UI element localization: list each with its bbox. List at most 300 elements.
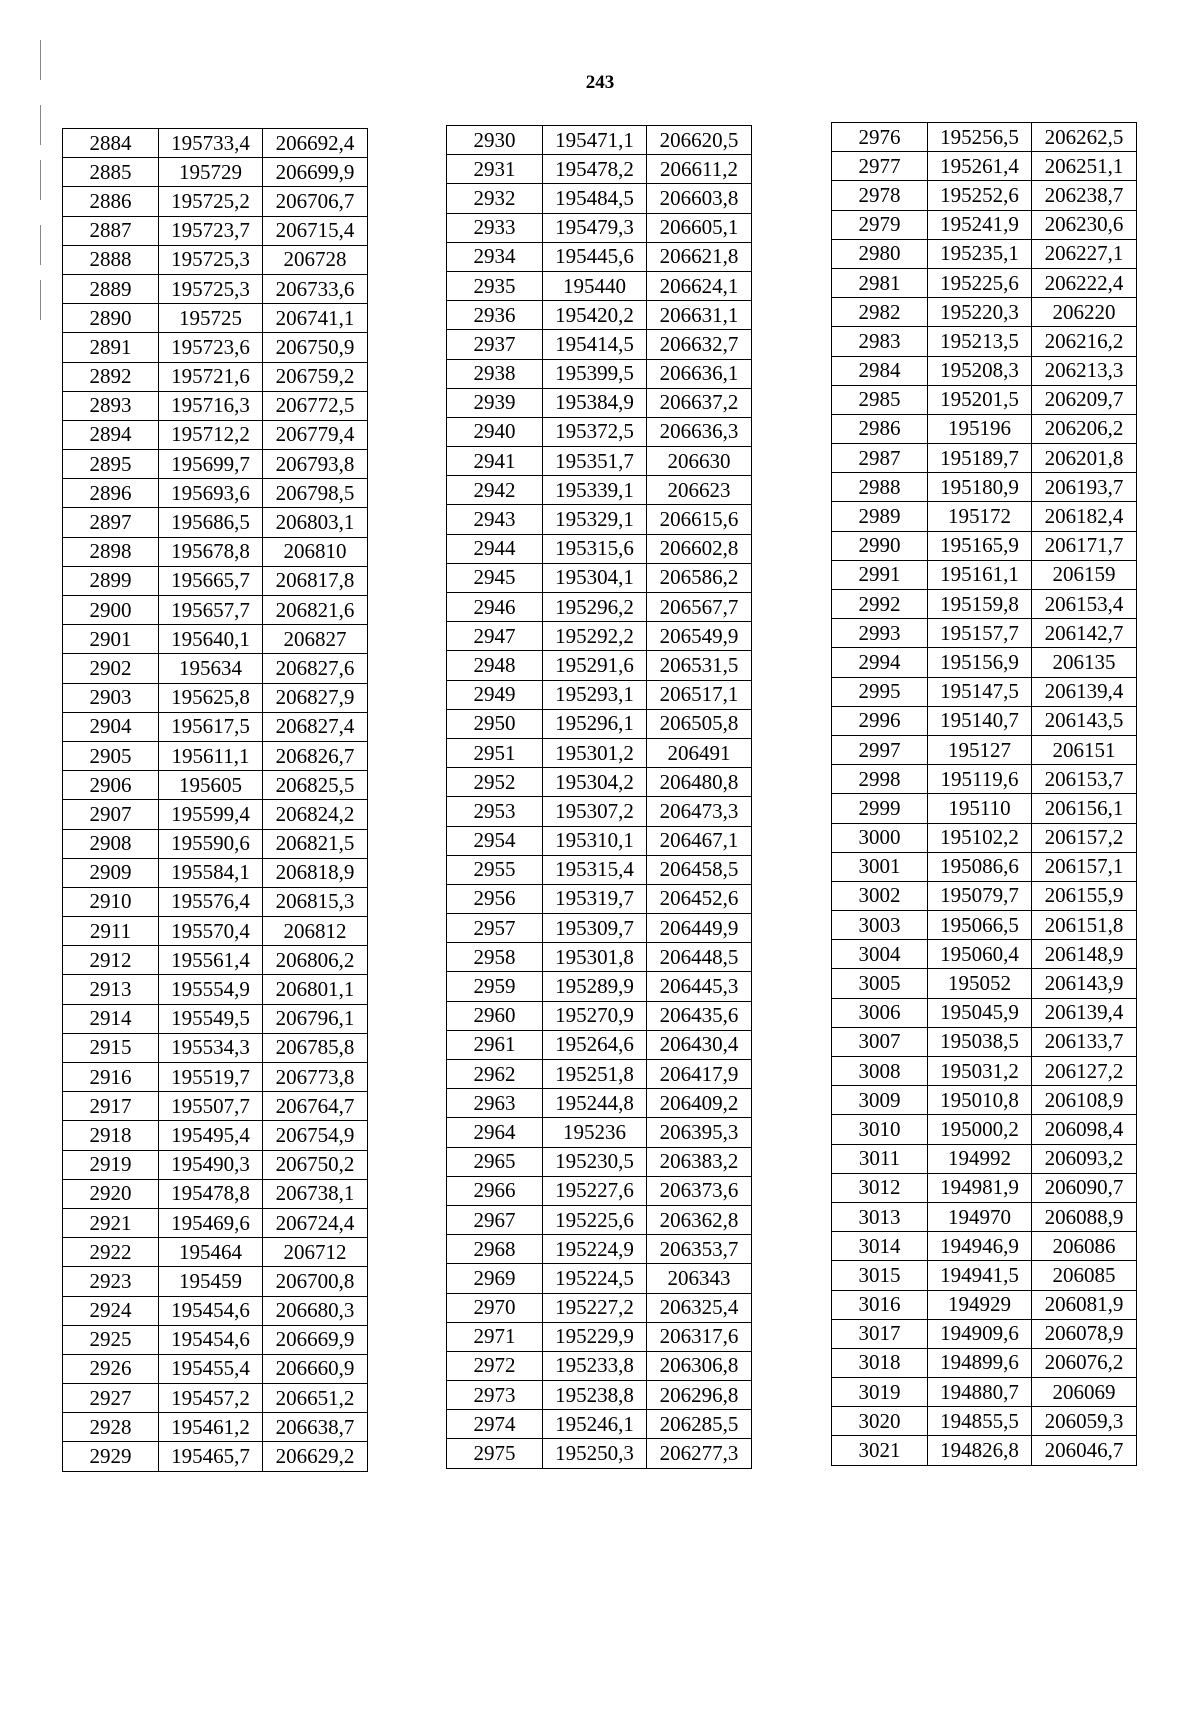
x-coordinate-cell: 195570,4 xyxy=(159,917,263,946)
point-number-cell: 2904 xyxy=(63,712,159,741)
table-row xyxy=(447,359,752,388)
table-row xyxy=(63,508,368,537)
x-coordinate-cell: 195224,5 xyxy=(543,1264,647,1293)
table-row xyxy=(447,1381,752,1410)
y-coordinate-cell: 206812 xyxy=(263,917,368,946)
table-row xyxy=(63,245,368,274)
table-row xyxy=(63,129,368,158)
point-number-cell: 2887 xyxy=(63,216,159,245)
table-row xyxy=(447,271,752,300)
x-coordinate-cell: 195478,8 xyxy=(159,1179,263,1208)
point-number-cell: 2952 xyxy=(447,768,543,797)
scan-edge-mark xyxy=(40,160,41,200)
x-coordinate-cell: 195420,2 xyxy=(543,301,647,330)
table-row xyxy=(63,1004,368,1033)
x-coordinate-cell: 195351,7 xyxy=(543,447,647,476)
y-coordinate-cell: 206151,8 xyxy=(1032,911,1137,940)
x-coordinate-cell: 195156,9 xyxy=(928,648,1032,677)
x-coordinate-cell: 194880,7 xyxy=(928,1378,1032,1407)
point-number-cell: 2940 xyxy=(447,417,543,446)
y-coordinate-cell: 206531,5 xyxy=(647,651,752,680)
x-coordinate-cell: 195454,6 xyxy=(159,1325,263,1354)
x-coordinate-cell: 195329,1 xyxy=(543,505,647,534)
table-row xyxy=(63,771,368,800)
point-number-cell: 2974 xyxy=(447,1410,543,1439)
point-number-cell: 2985 xyxy=(832,385,928,414)
x-coordinate-cell: 195172 xyxy=(928,502,1032,531)
table-row xyxy=(832,1378,1137,1407)
point-number-cell: 2992 xyxy=(832,590,928,619)
table-row xyxy=(832,881,1137,910)
y-coordinate-cell: 206353,7 xyxy=(647,1235,752,1264)
table-row xyxy=(447,826,752,855)
point-number-cell: 2924 xyxy=(63,1296,159,1325)
x-coordinate-cell: 195140,7 xyxy=(928,706,1032,735)
coordinate-table-3 xyxy=(831,122,1137,1466)
x-coordinate-cell: 195723,6 xyxy=(159,333,263,362)
table-row xyxy=(447,797,752,826)
table-row xyxy=(63,946,368,975)
table-row xyxy=(832,794,1137,823)
table-row xyxy=(63,1354,368,1383)
point-number-cell: 2997 xyxy=(832,735,928,764)
y-coordinate-cell: 206810 xyxy=(263,537,368,566)
y-coordinate-cell: 206159 xyxy=(1032,560,1137,589)
x-coordinate-cell: 195307,2 xyxy=(543,797,647,826)
table-row xyxy=(447,1060,752,1089)
point-number-cell: 2967 xyxy=(447,1205,543,1234)
y-coordinate-cell: 206798,5 xyxy=(263,479,368,508)
y-coordinate-cell: 206603,8 xyxy=(647,184,752,213)
x-coordinate-cell: 195414,5 xyxy=(543,330,647,359)
x-coordinate-cell: 195127 xyxy=(928,735,1032,764)
y-coordinate-cell: 206213,3 xyxy=(1032,356,1137,385)
x-coordinate-cell: 195225,6 xyxy=(928,268,1032,297)
y-coordinate-cell: 206182,4 xyxy=(1032,502,1137,531)
y-coordinate-cell: 206741,1 xyxy=(263,304,368,333)
table-row xyxy=(832,385,1137,414)
x-coordinate-cell: 195251,8 xyxy=(543,1060,647,1089)
point-number-cell: 3010 xyxy=(832,1115,928,1144)
y-coordinate-cell: 206251,1 xyxy=(1032,152,1137,181)
table-row xyxy=(447,972,752,1001)
table-row xyxy=(447,388,752,417)
y-coordinate-cell: 206680,3 xyxy=(263,1296,368,1325)
y-coordinate-cell: 206660,9 xyxy=(263,1354,368,1383)
y-coordinate-cell: 206133,7 xyxy=(1032,1027,1137,1056)
y-coordinate-cell: 206139,4 xyxy=(1032,677,1137,706)
x-coordinate-cell: 195264,6 xyxy=(543,1030,647,1059)
table-row xyxy=(63,887,368,916)
y-coordinate-cell: 206567,7 xyxy=(647,593,752,622)
x-coordinate-cell: 195252,6 xyxy=(928,181,1032,210)
point-number-cell: 3002 xyxy=(832,881,928,910)
x-coordinate-cell: 195159,8 xyxy=(928,590,1032,619)
point-number-cell: 2898 xyxy=(63,537,159,566)
point-number-cell: 2910 xyxy=(63,887,159,916)
table-row xyxy=(832,706,1137,735)
table-row xyxy=(63,333,368,362)
y-coordinate-cell: 206605,1 xyxy=(647,213,752,242)
y-coordinate-cell: 206069 xyxy=(1032,1378,1137,1407)
table-row xyxy=(832,1348,1137,1377)
point-number-cell: 3021 xyxy=(832,1436,928,1465)
table-row xyxy=(447,126,752,155)
x-coordinate-cell: 195590,6 xyxy=(159,829,263,858)
y-coordinate-cell: 206216,2 xyxy=(1032,327,1137,356)
table-row xyxy=(63,1179,368,1208)
point-number-cell: 2919 xyxy=(63,1150,159,1179)
x-coordinate-cell: 195657,7 xyxy=(159,596,263,625)
y-coordinate-cell: 206728 xyxy=(263,245,368,274)
y-coordinate-cell: 206773,8 xyxy=(263,1063,368,1092)
table-row xyxy=(832,560,1137,589)
point-number-cell: 2914 xyxy=(63,1004,159,1033)
table-row xyxy=(447,1001,752,1030)
y-coordinate-cell: 206209,7 xyxy=(1032,385,1137,414)
y-coordinate-cell: 206651,2 xyxy=(263,1384,368,1413)
table-row xyxy=(63,1296,368,1325)
point-number-cell: 2995 xyxy=(832,677,928,706)
y-coordinate-cell: 206623 xyxy=(647,476,752,505)
scan-edge-mark xyxy=(40,280,41,320)
y-coordinate-cell: 206076,2 xyxy=(1032,1348,1137,1377)
table-row xyxy=(832,1436,1137,1465)
point-number-cell: 2918 xyxy=(63,1121,159,1150)
y-coordinate-cell: 206817,8 xyxy=(263,566,368,595)
table-row xyxy=(447,709,752,738)
table-row xyxy=(447,1351,752,1380)
x-coordinate-cell: 195296,1 xyxy=(543,709,647,738)
y-coordinate-cell: 206325,4 xyxy=(647,1293,752,1322)
point-number-cell: 2917 xyxy=(63,1092,159,1121)
x-coordinate-cell: 195665,7 xyxy=(159,566,263,595)
x-coordinate-cell: 195640,1 xyxy=(159,625,263,654)
y-coordinate-cell: 206638,7 xyxy=(263,1413,368,1442)
table-row xyxy=(832,940,1137,969)
y-coordinate-cell: 206549,9 xyxy=(647,622,752,651)
x-coordinate-cell: 195301,8 xyxy=(543,943,647,972)
y-coordinate-cell: 206093,2 xyxy=(1032,1144,1137,1173)
point-number-cell: 2937 xyxy=(447,330,543,359)
table-row xyxy=(63,158,368,187)
x-coordinate-cell: 195270,9 xyxy=(543,1001,647,1030)
table-row xyxy=(63,566,368,595)
y-coordinate-cell: 206759,2 xyxy=(263,362,368,391)
point-number-cell: 2912 xyxy=(63,946,159,975)
point-number-cell: 2889 xyxy=(63,274,159,303)
x-coordinate-cell: 195319,7 xyxy=(543,884,647,913)
point-number-cell: 2902 xyxy=(63,654,159,683)
y-coordinate-cell: 206201,8 xyxy=(1032,444,1137,473)
table-row xyxy=(63,537,368,566)
point-number-cell: 2913 xyxy=(63,975,159,1004)
x-coordinate-cell: 194970 xyxy=(928,1202,1032,1231)
point-number-cell: 2907 xyxy=(63,800,159,829)
table-row xyxy=(832,852,1137,881)
table-row xyxy=(63,683,368,712)
y-coordinate-cell: 206306,8 xyxy=(647,1351,752,1380)
point-number-cell: 2932 xyxy=(447,184,543,213)
point-number-cell: 3004 xyxy=(832,940,928,969)
table-row xyxy=(447,1147,752,1176)
point-number-cell: 2909 xyxy=(63,858,159,887)
table-row xyxy=(63,1121,368,1150)
coordinate-table-2 xyxy=(446,125,752,1469)
table-row xyxy=(63,1208,368,1237)
y-coordinate-cell: 206206,2 xyxy=(1032,414,1137,443)
point-number-cell: 2981 xyxy=(832,268,928,297)
table-row xyxy=(447,651,752,680)
y-coordinate-cell: 206473,3 xyxy=(647,797,752,826)
table-row xyxy=(832,1319,1137,1348)
table-row xyxy=(63,450,368,479)
y-coordinate-cell: 206827 xyxy=(263,625,368,654)
y-coordinate-cell: 206602,8 xyxy=(647,534,752,563)
y-coordinate-cell: 206171,7 xyxy=(1032,531,1137,560)
x-coordinate-cell: 195189,7 xyxy=(928,444,1032,473)
point-number-cell: 2978 xyxy=(832,181,928,210)
point-number-cell: 3012 xyxy=(832,1173,928,1202)
y-coordinate-cell: 206343 xyxy=(647,1264,752,1293)
table-row xyxy=(832,1202,1137,1231)
table-row xyxy=(447,1410,752,1439)
y-coordinate-cell: 206636,3 xyxy=(647,417,752,446)
point-number-cell: 2946 xyxy=(447,593,543,622)
point-number-cell: 2999 xyxy=(832,794,928,823)
x-coordinate-cell: 195220,3 xyxy=(928,298,1032,327)
table-row xyxy=(832,735,1137,764)
point-number-cell: 2996 xyxy=(832,706,928,735)
x-coordinate-cell: 195549,5 xyxy=(159,1004,263,1033)
x-coordinate-cell: 195038,5 xyxy=(928,1027,1032,1056)
table-row xyxy=(447,330,752,359)
y-coordinate-cell: 206296,8 xyxy=(647,1381,752,1410)
y-coordinate-cell: 206362,8 xyxy=(647,1205,752,1234)
point-number-cell: 2929 xyxy=(63,1442,159,1471)
y-coordinate-cell: 206793,8 xyxy=(263,450,368,479)
table-row xyxy=(447,476,752,505)
x-coordinate-cell: 195625,8 xyxy=(159,683,263,712)
y-coordinate-cell: 206796,1 xyxy=(263,1004,368,1033)
table-row xyxy=(447,1439,752,1468)
y-coordinate-cell: 206142,7 xyxy=(1032,619,1137,648)
x-coordinate-cell: 195256,5 xyxy=(928,123,1032,152)
point-number-cell: 3007 xyxy=(832,1027,928,1056)
y-coordinate-cell: 206815,3 xyxy=(263,887,368,916)
point-number-cell: 2886 xyxy=(63,187,159,216)
table-row xyxy=(832,1027,1137,1056)
y-coordinate-cell: 206467,1 xyxy=(647,826,752,855)
y-coordinate-cell: 206230,6 xyxy=(1032,210,1137,239)
point-number-cell: 2971 xyxy=(447,1322,543,1351)
x-coordinate-cell: 195086,6 xyxy=(928,852,1032,881)
y-coordinate-cell: 206081,9 xyxy=(1032,1290,1137,1319)
x-coordinate-cell: 195236 xyxy=(543,1118,647,1147)
point-number-cell: 2931 xyxy=(447,155,543,184)
point-number-cell: 2955 xyxy=(447,855,543,884)
x-coordinate-cell: 195291,6 xyxy=(543,651,647,680)
table-row xyxy=(63,975,368,1004)
point-number-cell: 2908 xyxy=(63,829,159,858)
x-coordinate-cell: 194929 xyxy=(928,1290,1032,1319)
point-number-cell: 2934 xyxy=(447,242,543,271)
y-coordinate-cell: 206151 xyxy=(1032,735,1137,764)
y-coordinate-cell: 206395,3 xyxy=(647,1118,752,1147)
table-row xyxy=(832,1115,1137,1144)
table-row xyxy=(832,1057,1137,1086)
x-coordinate-cell: 195119,6 xyxy=(928,765,1032,794)
table-row xyxy=(447,505,752,534)
y-coordinate-cell: 206806,2 xyxy=(263,946,368,975)
scan-edge-mark xyxy=(40,40,41,80)
point-number-cell: 2916 xyxy=(63,1063,159,1092)
x-coordinate-cell: 195459 xyxy=(159,1267,263,1296)
table-row xyxy=(832,998,1137,1027)
table-row xyxy=(447,155,752,184)
x-coordinate-cell: 195227,2 xyxy=(543,1293,647,1322)
y-coordinate-cell: 206738,1 xyxy=(263,1179,368,1208)
x-coordinate-cell: 195052 xyxy=(928,969,1032,998)
y-coordinate-cell: 206220 xyxy=(1032,298,1137,327)
table-row xyxy=(447,943,752,972)
point-number-cell: 2986 xyxy=(832,414,928,443)
table-row xyxy=(63,625,368,654)
table-row xyxy=(832,327,1137,356)
table-row xyxy=(447,914,752,943)
point-number-cell: 2972 xyxy=(447,1351,543,1380)
x-coordinate-cell: 195233,8 xyxy=(543,1351,647,1380)
table-row xyxy=(447,184,752,213)
x-coordinate-cell: 195079,7 xyxy=(928,881,1032,910)
x-coordinate-cell: 195315,6 xyxy=(543,534,647,563)
y-coordinate-cell: 206505,8 xyxy=(647,709,752,738)
x-coordinate-cell: 194981,9 xyxy=(928,1173,1032,1202)
y-coordinate-cell: 206090,7 xyxy=(1032,1173,1137,1202)
y-coordinate-cell: 206818,9 xyxy=(263,858,368,887)
point-number-cell: 3016 xyxy=(832,1290,928,1319)
y-coordinate-cell: 206620,5 xyxy=(647,126,752,155)
x-coordinate-cell: 195599,4 xyxy=(159,800,263,829)
point-number-cell: 2942 xyxy=(447,476,543,505)
point-number-cell: 2954 xyxy=(447,826,543,855)
table-row xyxy=(832,152,1137,181)
point-number-cell: 2993 xyxy=(832,619,928,648)
x-coordinate-cell: 195723,7 xyxy=(159,216,263,245)
point-number-cell: 2965 xyxy=(447,1147,543,1176)
x-coordinate-cell: 195225,6 xyxy=(543,1205,647,1234)
point-number-cell: 2983 xyxy=(832,327,928,356)
table-row xyxy=(63,391,368,420)
y-coordinate-cell: 206631,1 xyxy=(647,301,752,330)
y-coordinate-cell: 206155,9 xyxy=(1032,881,1137,910)
x-coordinate-cell: 195686,5 xyxy=(159,508,263,537)
x-coordinate-cell: 195611,1 xyxy=(159,741,263,770)
x-coordinate-cell: 195534,3 xyxy=(159,1033,263,1062)
y-coordinate-cell: 206157,1 xyxy=(1032,852,1137,881)
point-number-cell: 2930 xyxy=(447,126,543,155)
x-coordinate-cell: 195292,2 xyxy=(543,622,647,651)
table-row xyxy=(447,534,752,563)
x-coordinate-cell: 195576,4 xyxy=(159,887,263,916)
table-row xyxy=(63,274,368,303)
y-coordinate-cell: 206383,2 xyxy=(647,1147,752,1176)
x-coordinate-cell: 195495,4 xyxy=(159,1121,263,1150)
point-number-cell: 2989 xyxy=(832,502,928,531)
point-number-cell: 2969 xyxy=(447,1264,543,1293)
y-coordinate-cell: 206262,5 xyxy=(1032,123,1137,152)
point-number-cell: 2935 xyxy=(447,271,543,300)
point-number-cell: 2911 xyxy=(63,917,159,946)
point-number-cell: 2973 xyxy=(447,1381,543,1410)
point-number-cell: 2994 xyxy=(832,648,928,677)
y-coordinate-cell: 206148,9 xyxy=(1032,940,1137,969)
point-number-cell: 2979 xyxy=(832,210,928,239)
x-coordinate-cell: 195060,4 xyxy=(928,940,1032,969)
table-row xyxy=(63,1413,368,1442)
x-coordinate-cell: 195617,5 xyxy=(159,712,263,741)
table-row xyxy=(63,479,368,508)
x-coordinate-cell: 195289,9 xyxy=(543,972,647,1001)
point-number-cell: 2951 xyxy=(447,738,543,767)
x-coordinate-cell: 195678,8 xyxy=(159,537,263,566)
point-number-cell: 2964 xyxy=(447,1118,543,1147)
point-number-cell: 3003 xyxy=(832,911,928,940)
x-coordinate-cell: 194909,6 xyxy=(928,1319,1032,1348)
y-coordinate-cell: 206669,9 xyxy=(263,1325,368,1354)
x-coordinate-cell: 195315,4 xyxy=(543,855,647,884)
point-number-cell: 3015 xyxy=(832,1261,928,1290)
point-number-cell: 3018 xyxy=(832,1348,928,1377)
y-coordinate-cell: 206611,2 xyxy=(647,155,752,184)
table-row xyxy=(447,213,752,242)
point-number-cell: 2990 xyxy=(832,531,928,560)
point-number-cell: 3009 xyxy=(832,1086,928,1115)
table-row xyxy=(447,1264,752,1293)
point-number-cell: 2897 xyxy=(63,508,159,537)
x-coordinate-cell: 195445,6 xyxy=(543,242,647,271)
y-coordinate-cell: 206238,7 xyxy=(1032,181,1137,210)
x-coordinate-cell: 195519,7 xyxy=(159,1063,263,1092)
y-coordinate-cell: 206088,9 xyxy=(1032,1202,1137,1231)
x-coordinate-cell: 195000,2 xyxy=(928,1115,1032,1144)
coordinate-table-1 xyxy=(62,128,368,1472)
point-number-cell: 2959 xyxy=(447,972,543,1001)
y-coordinate-cell: 206098,4 xyxy=(1032,1115,1137,1144)
y-coordinate-cell: 206373,6 xyxy=(647,1176,752,1205)
x-coordinate-cell: 195725 xyxy=(159,304,263,333)
y-coordinate-cell: 206750,9 xyxy=(263,333,368,362)
x-coordinate-cell: 195066,5 xyxy=(928,911,1032,940)
y-coordinate-cell: 206156,1 xyxy=(1032,794,1137,823)
point-number-cell: 3008 xyxy=(832,1057,928,1086)
point-number-cell: 2892 xyxy=(63,362,159,391)
table-row xyxy=(447,417,752,446)
x-coordinate-cell: 195372,5 xyxy=(543,417,647,446)
table-row xyxy=(63,216,368,245)
point-number-cell: 2901 xyxy=(63,625,159,654)
table-row xyxy=(832,1261,1137,1290)
y-coordinate-cell: 206445,3 xyxy=(647,972,752,1001)
y-coordinate-cell: 206615,6 xyxy=(647,505,752,534)
y-coordinate-cell: 206086 xyxy=(1032,1232,1137,1261)
table-row xyxy=(63,362,368,391)
table-row xyxy=(447,242,752,271)
point-number-cell: 2950 xyxy=(447,709,543,738)
table-row xyxy=(832,473,1137,502)
x-coordinate-cell: 195227,6 xyxy=(543,1176,647,1205)
point-number-cell: 2960 xyxy=(447,1001,543,1030)
